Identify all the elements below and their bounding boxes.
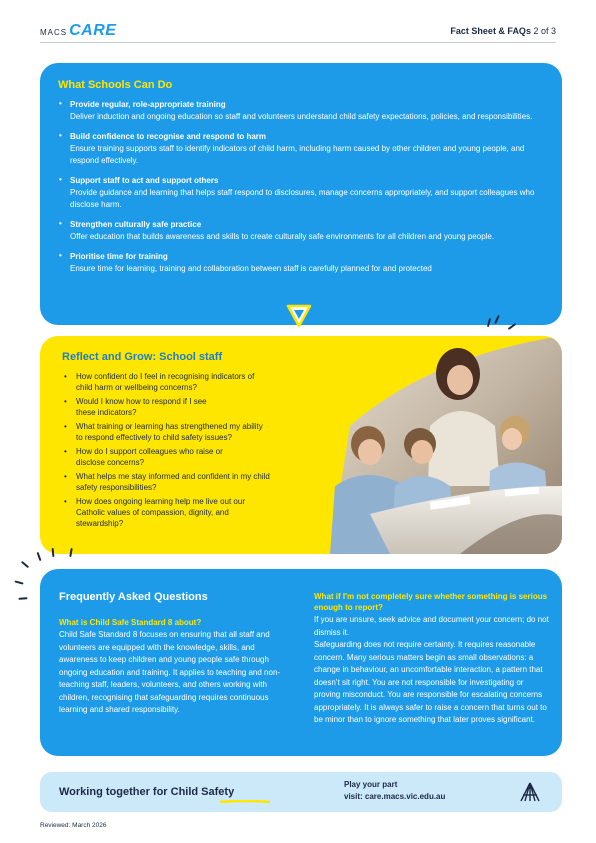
list-item xyxy=(58,131,553,167)
list-item xyxy=(62,496,292,529)
classroom-photo xyxy=(310,336,562,554)
header-divider xyxy=(40,42,556,43)
website-link[interactable]: visit: care.macs.vic.edu.au xyxy=(344,792,446,801)
item-text: Ensure training supports staff to identify indicators of child harm, including harm caused by other children and young people, and respond effectively. xyxy=(70,144,525,165)
list-item xyxy=(58,175,553,211)
item-text: Provide guidance and learning that helps staff respond to disclosures, manage concerns appropriately, and support colleagues who disclose harm. xyxy=(70,188,535,209)
question-text: How does ongoing learning help me live out our Catholic values of compassion, dignity, and stewardship? xyxy=(76,497,245,528)
faq-answer: If you are unsure, seek advice and document your concern; do not dismiss it. xyxy=(314,615,549,637)
logo-prefix: MACS xyxy=(40,28,68,37)
item-title: Prioritise time for training xyxy=(70,252,168,261)
bullet-icon: • xyxy=(64,372,67,381)
item-text: Ensure time for learning, training and collaboration between staff is carefully planned for and protected xyxy=(70,264,432,273)
faq-item-standard-8 xyxy=(59,617,289,717)
down-arrow-icon xyxy=(286,303,312,329)
question-text: What helps me stay informed and confident in my child safety responsibilities? xyxy=(76,472,270,492)
bullet-icon: • xyxy=(59,99,62,108)
decorative-dash xyxy=(18,597,27,600)
classroom-illustration xyxy=(310,336,562,554)
list-item xyxy=(58,251,553,275)
bullet-icon: • xyxy=(64,397,67,406)
bullet-icon: • xyxy=(64,422,67,431)
question-text: What training or learning has strengthened my ability to respond effectively to child safety issues? xyxy=(76,422,263,442)
list-item xyxy=(62,371,292,393)
bullet-icon: • xyxy=(64,497,67,506)
logo-brand: CARE xyxy=(69,22,117,39)
faq-answer: Safeguarding does not require certainty. It requires reasonable concern. Many serious matters begin as small observations: a change in behaviour, an uncomfortable interaction, a pattern that doesn’t sit right. You are not responsible for investigating or proving misconduct. You are responsible for escalating concerns appropriately. It is always safer to raise a concern that turns out to be minor than to ignore something that later proves significant. xyxy=(314,640,547,724)
faq-panel xyxy=(40,569,562,756)
document-title xyxy=(450,26,556,36)
faq-question: What if I'm not completely sure whether something is serious enough to report? xyxy=(314,592,548,612)
bullet-icon: • xyxy=(59,251,62,260)
footer-banner xyxy=(40,772,562,812)
item-title: Support staff to act and support others xyxy=(70,176,219,185)
bullet-icon: • xyxy=(64,472,67,481)
list-item xyxy=(62,446,292,468)
play-your-part: Play your part xyxy=(344,780,398,789)
bullet-icon: • xyxy=(59,131,62,140)
macs-care-logo xyxy=(40,22,116,40)
bullet-icon: • xyxy=(59,219,62,228)
item-text: Deliver induction and ongoing education so staff and volunteers understand child safety expectations, policies, and responsibilities. xyxy=(70,112,533,121)
schools-panel xyxy=(40,63,562,325)
bullet-icon: • xyxy=(59,175,62,184)
decorative-dash xyxy=(37,552,42,561)
faq-question: What is Child Safe Standard 8 about? xyxy=(59,618,202,627)
page-indicator: 2 of 3 xyxy=(533,26,556,36)
bullet-icon: • xyxy=(64,447,67,456)
doc-title-text: Fact Sheet & FAQs xyxy=(450,26,531,36)
faq-item-reporting xyxy=(314,591,549,727)
schools-title: What Schools Can Do xyxy=(58,79,173,91)
reflect-panel xyxy=(40,336,562,554)
reflect-title: Reflect and Grow: School staff xyxy=(62,351,223,363)
question-text: How confident do I feel in recognising indicators of child harm or wellbeing concerns? xyxy=(76,372,255,392)
question-text: How do I support colleagues who raise or disclose concerns? xyxy=(76,447,223,467)
page-header xyxy=(0,0,596,50)
item-title: Build confidence to recognise and respond to harm xyxy=(70,132,267,141)
item-title: Provide regular, role-appropriate training xyxy=(70,100,226,109)
list-item xyxy=(58,219,553,243)
faq-title: Frequently Asked Questions xyxy=(59,591,208,603)
decorative-dash xyxy=(14,580,23,584)
macs-emblem-icon xyxy=(519,781,541,803)
item-title: Strengthen culturally safe practice xyxy=(70,220,202,229)
schools-list xyxy=(58,99,553,283)
list-item xyxy=(62,396,292,418)
reviewed-date: Reviewed: March 2026 xyxy=(40,822,107,829)
list-item xyxy=(58,99,553,123)
footer-slogan: Working together for Child Safety xyxy=(59,786,235,798)
list-item xyxy=(62,471,292,493)
reflect-questions xyxy=(62,371,292,532)
item-text: Offer education that builds awareness and skills to create culturally safe environments for all children and young people. xyxy=(70,232,495,241)
decorative-dash xyxy=(21,561,29,568)
list-item xyxy=(62,421,292,443)
question-text: Would I know how to respond if I see these indicators? xyxy=(76,397,207,417)
slogan-underline xyxy=(220,800,270,803)
faq-answer: Child Safe Standard 8 focuses on ensuring that all staff and volunteers are equipped with the knowledge, skills, and awareness to keep children and young people safe through ongoing education and training. It applies to teaching and non-teaching staff, leaders, volunteers, and others working with children, recognising that safeguarding requires continuous learning and shared responsibility. xyxy=(59,630,281,714)
